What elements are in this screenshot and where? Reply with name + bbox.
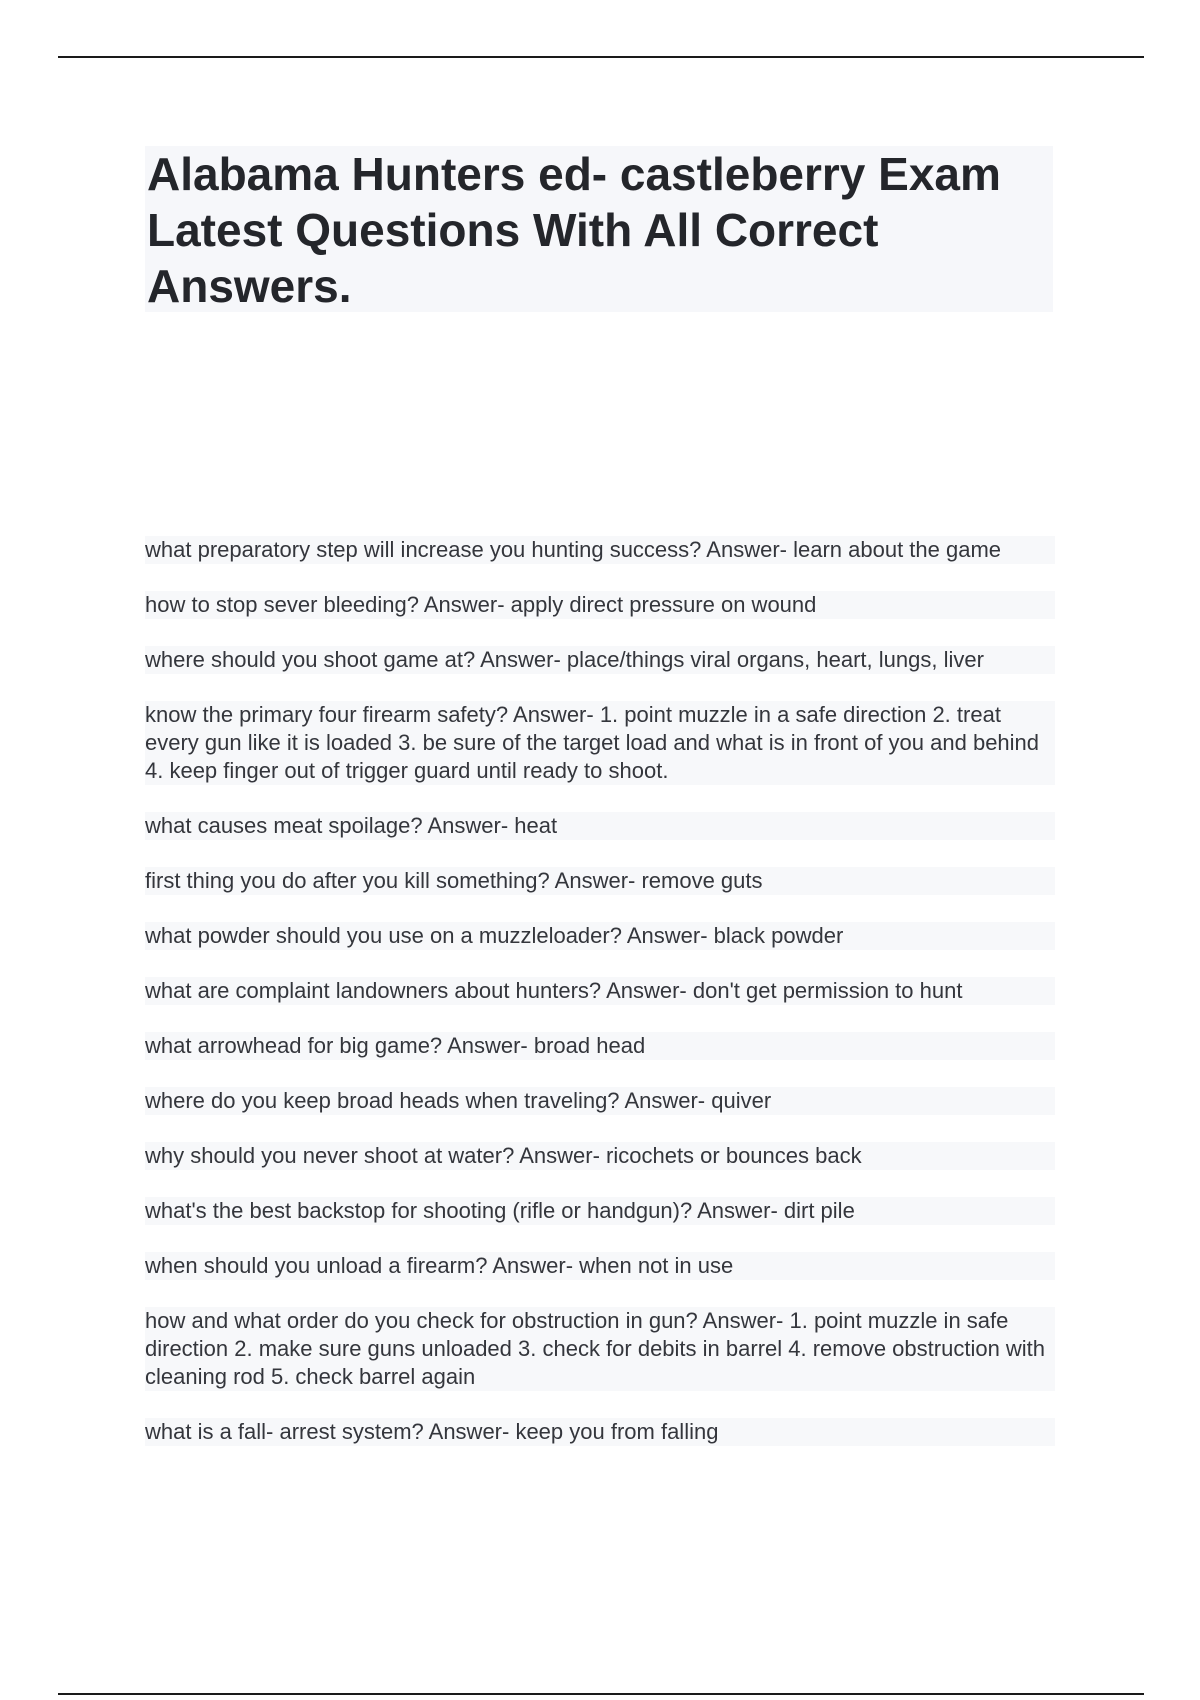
qa-item: what are complaint landowners about hunters? Answer- don't get permission to hunt: [145, 977, 1055, 1005]
qa-item: what causes meat spoilage? Answer- heat: [145, 812, 1055, 840]
title-block: [145, 146, 1053, 312]
qa-item: what is a fall- arrest system? Answer- keep you from falling: [145, 1418, 1055, 1446]
qa-item: why should you never shoot at water? Answer- ricochets or bounces back: [145, 1142, 1055, 1170]
qa-item: know the primary four firearm safety? Answer- 1. point muzzle in a safe direction 2. treat every gun like it is loaded 3. be sure of the target load and what is in front of you and behind 4. keep finger out of trigger guard until ready to shoot.: [145, 701, 1055, 785]
qa-item: when should you unload a firearm? Answer- when not in use: [145, 1252, 1055, 1280]
qa-item: how and what order do you check for obstruction in gun? Answer- 1. point muzzle in safe direction 2. make sure guns unloaded 3. check for debits in barrel 4. remove obstruction with cleaning rod 5. check barrel again: [145, 1307, 1055, 1391]
qa-item: where should you shoot game at? Answer- place/things viral organs, heart, lungs, liver: [145, 646, 1055, 674]
qa-item: what's the best backstop for shooting (rifle or handgun)? Answer- dirt pile: [145, 1197, 1055, 1225]
qa-item: how to stop sever bleeding? Answer- apply direct pressure on wound: [145, 591, 1055, 619]
qa-item: what preparatory step will increase you hunting success? Answer- learn about the game: [145, 536, 1055, 564]
page-title: Alabama Hunters ed- castleberry Exam Latest Questions With All Correct Answers.: [147, 148, 1001, 312]
qa-item: what powder should you use on a muzzleloader? Answer- black powder: [145, 922, 1055, 950]
bottom-rule: [58, 1693, 1144, 1695]
qa-item: first thing you do after you kill something? Answer- remove guts: [145, 867, 1055, 895]
qa-item: where do you keep broad heads when traveling? Answer- quiver: [145, 1087, 1055, 1115]
qa-item: what arrowhead for big game? Answer- broad head: [145, 1032, 1055, 1060]
top-rule: [58, 56, 1144, 58]
qa-list: [145, 536, 1055, 1473]
